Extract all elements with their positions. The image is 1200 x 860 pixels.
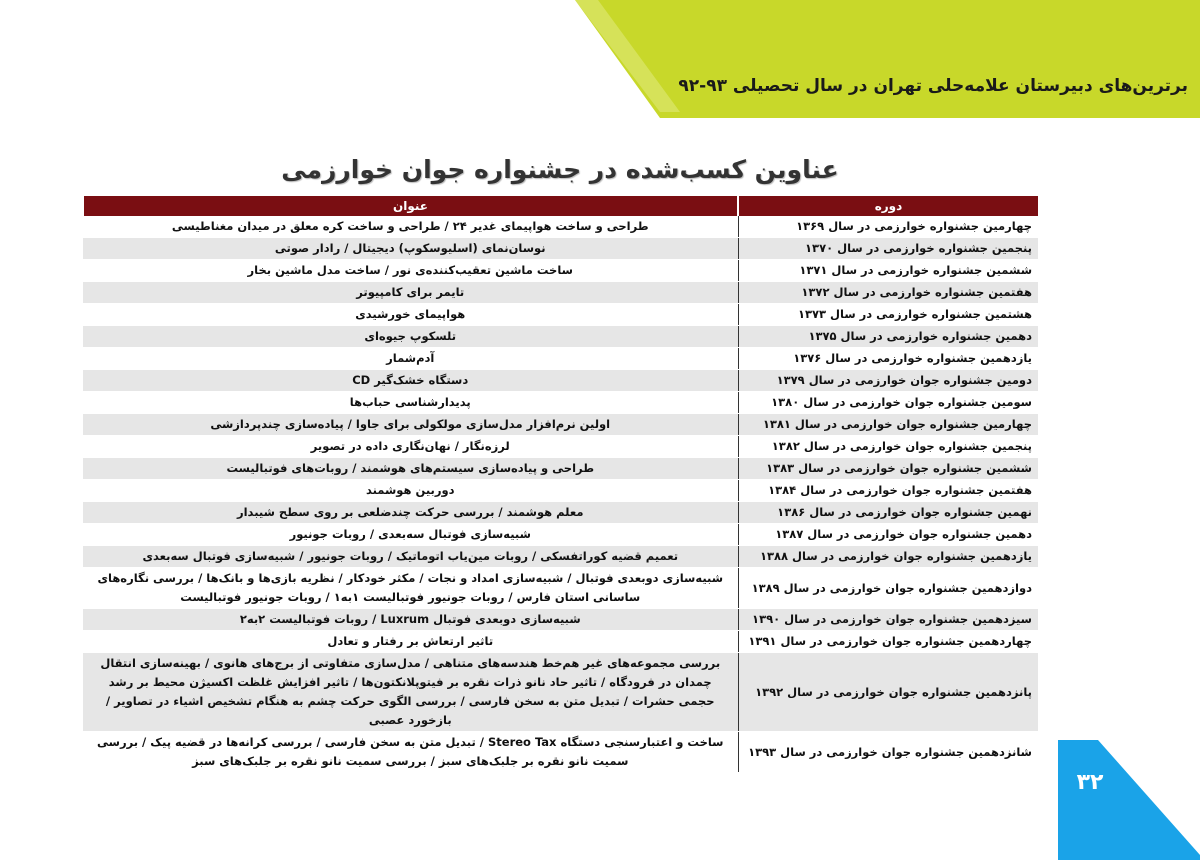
- table-row: [83, 238, 1038, 260]
- column-header-title: عنوان: [83, 196, 738, 216]
- row-title: دستگاه خشک‌گیر CD: [83, 370, 738, 392]
- header-title: برترین‌های دبیرستان علامه‌حلی تهران در سال تحصیلی ۹۳-۹۲: [678, 76, 1188, 96]
- row-title: طراحی و ساخت هواپیمای غدیر ۲۴ / طراحی و ساخت کره معلق در میدان مغناطیسی: [83, 216, 738, 238]
- row-period: دهمین جشنواره خوارزمی در سال ۱۳۷۵: [738, 326, 1038, 348]
- row-period: چهارمین جشنواره جوان خوارزمی در سال ۱۳۸۱: [738, 414, 1038, 436]
- row-period: ششمین جشنواره خوارزمی در سال ۱۳۷۱: [738, 260, 1038, 282]
- row-title: تلسکوپ جیوه‌ای: [83, 326, 738, 348]
- row-title: لرزه‌نگار / نهان‌نگاری داده در تصویر: [83, 436, 738, 458]
- row-title: دوربین هوشمند: [83, 480, 738, 502]
- table-row: [83, 568, 1038, 609]
- row-title: تاثیر ارتعاش بر رفتار و تعادل: [83, 631, 738, 653]
- table-row: [83, 732, 1038, 773]
- row-title: بررسی مجموعه‌های غیر هم‌خط هندسه‌های متناهی / مدل‌سازی متفاوتی از برج‌های هانوی / بهینه‌سازی انتقال چمدان در فرودگاه / تاثیر حاد نانو ذرات نقره بر فیتوپلانکتون‌ها / تاثیر افزایش غلظت اکسیژن محیط بر رشد حجمی حشرات / تبدیل متن به سخن فارسی / بررسی الگوی حرکت چشم به هنگام تشخیص اشیاء در تصاویر / بازخورد عصبی: [83, 653, 738, 732]
- row-period: یازدهمین جشنواره جوان خوارزمی در سال ۱۳۸۸: [738, 546, 1038, 568]
- table-row: [83, 392, 1038, 414]
- table-row: [83, 524, 1038, 546]
- table-row: [83, 458, 1038, 480]
- row-period: دهمین جشنواره جوان خوارزمی در سال ۱۳۸۷: [738, 524, 1038, 546]
- row-title: تعمیم قضیه کوراتفسکی / روبات مین‌یاب اتوماتیک / روبات جونیور / شبیه‌سازی فوتبال سه‌بعدی: [83, 546, 738, 568]
- row-period: دوازدهمین جشنواره جوان خوارزمی در سال ۱۳۸۹: [738, 568, 1038, 609]
- row-title: اولین نرم‌افزار مدل‌سازی مولکولی برای جاوا / پیاده‌سازی چندپردازشی: [83, 414, 738, 436]
- row-period: چهارمین جشنواره خوارزمی در سال ۱۳۶۹: [738, 216, 1038, 238]
- table-row: [83, 370, 1038, 392]
- row-title: تایمر برای کامپیوتر: [83, 282, 738, 304]
- awards-table: [82, 196, 1038, 773]
- table-row: [83, 304, 1038, 326]
- table-row: [83, 480, 1038, 502]
- table-row: [83, 631, 1038, 653]
- page-number: ۳۲: [1076, 770, 1104, 795]
- table-row: [83, 282, 1038, 304]
- column-header-period: دوره: [738, 196, 1038, 216]
- row-title: آدم‌شمار: [83, 348, 738, 370]
- table-row: [83, 326, 1038, 348]
- row-title: شبیه‌سازی فوتبال سه‌بعدی / روبات جونیور: [83, 524, 738, 546]
- table-row: [83, 609, 1038, 631]
- awards-table-wrap: [82, 196, 1037, 773]
- row-title: شبیه‌سازی دوبعدی فوتبال / شبیه‌سازی امداد و نجات / مکثر خودکار / نظریه بازی‌ها و بانک‌ها / بررسی نگاره‌های ساسانی استان فارس / روبات جونیور فوتبالیست ۱به۱ / روبات جونیور فوتبالیست: [83, 568, 738, 609]
- row-period: پنجمین جشنواره خوارزمی در سال ۱۳۷۰: [738, 238, 1038, 260]
- table-row: [83, 216, 1038, 238]
- row-title: هواپیمای خورشیدی: [83, 304, 738, 326]
- table-row: [83, 436, 1038, 458]
- row-period: سومین جشنواره جوان خوارزمی در سال ۱۳۸۰: [738, 392, 1038, 414]
- row-period: یازدهمین جشنواره خوارزمی در سال ۱۳۷۶: [738, 348, 1038, 370]
- header-green-band: [0, 0, 1200, 120]
- row-period: نهمین جشنواره جوان خوارزمی در سال ۱۳۸۶: [738, 502, 1038, 524]
- table-body: [83, 216, 1038, 773]
- row-period: چهاردهمین جشنواره جوان خوارزمی در سال ۱۳۹۱: [738, 631, 1038, 653]
- row-title: نوسان‌نمای (اسلیوسکوپ) دیجیتال / رادار صوتی: [83, 238, 738, 260]
- row-period: دومین جشنواره جوان خوارزمی در سال ۱۳۷۹: [738, 370, 1038, 392]
- row-title: طراحی و پیاده‌سازی سیستم‌های هوشمند / روبات‌های فوتبالیست: [83, 458, 738, 480]
- row-period: هشتمین جشنواره خوارزمی در سال ۱۳۷۳: [738, 304, 1038, 326]
- row-title: ساخت ماشین تعقیب‌کننده‌ی نور / ساخت مدل ماشین بخار: [83, 260, 738, 282]
- row-period: سیزدهمین جشنواره جوان خوارزمی در سال ۱۳۹۰: [738, 609, 1038, 631]
- table-header-row: [83, 196, 1038, 216]
- table-row: [83, 414, 1038, 436]
- row-period: پنجمین جشنواره جوان خوارزمی در سال ۱۳۸۲: [738, 436, 1038, 458]
- row-period: شانزدهمین جشنواره جوان خوارزمی در سال ۱۳۹۳: [738, 732, 1038, 773]
- table-row: [83, 348, 1038, 370]
- row-period: هفتمین جشنواره خوارزمی در سال ۱۳۷۲: [738, 282, 1038, 304]
- table-row: [83, 546, 1038, 568]
- row-title: پدیدارشناسی حباب‌ها: [83, 392, 738, 414]
- page-heading: عناوین کسب‌شده در جشنواره جوان خوارزمی: [281, 155, 839, 184]
- row-title: شبیه‌سازی دوبعدی فوتبال Luxrum / روبات فوتبالیست ۲به۲: [83, 609, 738, 631]
- table-row: [83, 502, 1038, 524]
- page-number-blue-band: [1058, 740, 1200, 860]
- row-title: ساخت و اعتبارسنجی دستگاه Stereo Tax / تبدیل متن به سخن فارسی / بررسی کرانه‌ها در قضیه پیک / بررسی سمیت نانو نقره بر جلبک‌های سبز / بررسی سمیت نانو نقره بر جلبک‌های سبز: [83, 732, 738, 773]
- row-period: پانزدهمین جشنواره جوان خوارزمی در سال ۱۳۹۲: [738, 653, 1038, 732]
- row-title: معلم هوشمند / بررسی حرکت چندضلعی بر روی سطح شیبدار: [83, 502, 738, 524]
- table-row: [83, 653, 1038, 732]
- row-period: ششمین جشنواره جوان خوارزمی در سال ۱۳۸۳: [738, 458, 1038, 480]
- table-row: [83, 260, 1038, 282]
- row-period: هفتمین جشنواره جوان خوارزمی در سال ۱۳۸۴: [738, 480, 1038, 502]
